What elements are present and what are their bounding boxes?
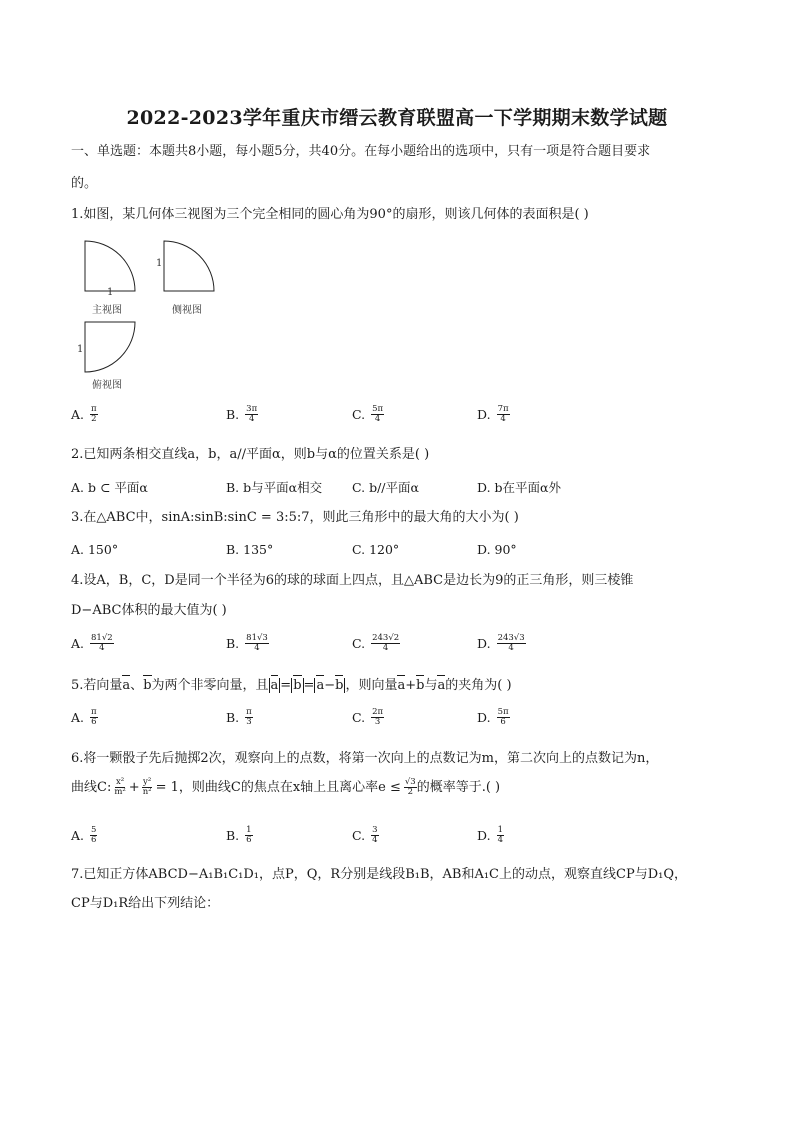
fraction: $\frac{3\pi}{4}$ xyxy=(246,404,258,424)
q2-option-d[interactable]: D. b在平面α外 xyxy=(477,480,561,495)
vector-a: a xyxy=(122,678,131,693)
fraction: $\frac{\pi}{6}$ xyxy=(91,707,97,727)
abs-a-minus-b: a−b xyxy=(316,678,344,693)
question-3-text: 3.在△ABC中，sinA:sinB:sinC = 3:5:7，则此三角形中的最大角的大小为( ) xyxy=(71,510,519,525)
q2-option-c[interactable]: C. b//平面α xyxy=(352,480,419,495)
fraction: $\frac{243√2}{4}$ xyxy=(372,633,400,653)
question-6-text-line1: 6.将一颗骰子先后抛掷2次，观察向上的点数，将第一次向上的点数记为m，第二次向上的点数记为n， xyxy=(71,751,659,766)
fraction: $\frac{\pi}{2}$ xyxy=(91,404,97,424)
q5-option-a[interactable]: A. $\frac{\pi}{6}$ xyxy=(71,707,97,727)
fraction: $\frac{2\pi}{3}$ xyxy=(372,707,384,727)
fraction-y: $\frac{\text{y²}}{\text{n²}}$ xyxy=(142,777,152,797)
q3-option-d[interactable]: D. 90° xyxy=(477,542,517,557)
question-2-text: 2.已知两条相交直线a，b，a//平面α，则b与α的位置关系是( ) xyxy=(71,447,430,462)
q2-option-a[interactable]: A. b ⊂ 平面α xyxy=(71,480,148,495)
q4-option-d[interactable]: D. $\frac{243√3}{4}$ xyxy=(477,633,525,653)
top-view-sector xyxy=(84,321,138,373)
q3-option-b[interactable]: B. 135° xyxy=(226,542,274,557)
question-4-text-line1: 4.设A，B，C，D是同一个半径为6的球的球面上四点，且△ABC是边长为9的正三角形，则三棱锥 xyxy=(71,573,634,588)
q4-option-c[interactable]: C. $\frac{243√2}{4}$ xyxy=(352,633,400,653)
q6-option-a[interactable]: A. $\frac{5}{6}$ xyxy=(71,825,97,845)
fraction: $\frac{5\pi}{6}$ xyxy=(497,707,509,727)
side-view-dimension: 1 xyxy=(156,258,163,269)
top-view-dimension: 1 xyxy=(77,344,84,355)
side-view-label: 侧视图 xyxy=(172,305,202,316)
fraction: $\frac{\pi}{3}$ xyxy=(246,707,252,727)
q4-option-b[interactable]: B. $\frac{81√3}{4}$ xyxy=(226,633,268,653)
question-1-text: 1.如图，某几何体三视图为三个完全相同的圆心角为90°的扇形，则该几何体的表面积是( ) xyxy=(71,207,589,222)
q5-option-b[interactable]: B. $\frac{\pi}{3}$ xyxy=(226,707,252,727)
fraction: $\frac{1}{6}$ xyxy=(246,825,252,845)
q1-option-c[interactable]: C. $\frac{5\pi}{4}$ xyxy=(352,404,384,424)
q5-option-d[interactable]: D. $\frac{5\pi}{6}$ xyxy=(477,707,509,727)
abs-a: a xyxy=(270,678,279,693)
q1-option-d[interactable]: D. $\frac{7\pi}{4}$ xyxy=(477,404,509,424)
section-heading-line1: 一、单选题：本题共8小题，每小题5分，共40分。在每小题给出的选项中，只有一项是符合题目要求 xyxy=(71,144,651,159)
q6-option-c[interactable]: C. $\frac{3}{4}$ xyxy=(352,825,378,845)
question-5-text: 5.若向量a、b为两个非零向量，且 a = b = a−b ，则向量a+b与a的夹角为( ) xyxy=(71,678,512,693)
front-view-sector xyxy=(84,240,138,292)
fraction: $\frac{1}{4}$ xyxy=(497,825,503,845)
front-view-label: 主视图 xyxy=(92,305,122,316)
fraction: $\frac{81√2}{4}$ xyxy=(91,633,113,653)
fraction: $\frac{7\pi}{4}$ xyxy=(497,404,509,424)
front-view-dimension: 1 xyxy=(107,287,114,298)
q1-option-a[interactable]: A. $\frac{\pi}{2}$ xyxy=(71,404,97,424)
vector-b: b xyxy=(143,678,152,693)
q3-option-c[interactable]: C. 120° xyxy=(352,542,400,557)
fraction: $\frac{5\pi}{4}$ xyxy=(372,404,384,424)
question-4-text-line2: D−ABC体积的最大值为( ) xyxy=(71,603,227,618)
question-7-text-line1: 7.已知正方体ABCD−A₁B₁C₁D₁，点P，Q，R分别是线段B₁B，AB和A₁C上的动点，观察直线CP与D₁Q， xyxy=(71,867,687,882)
q6-option-d[interactable]: D. $\frac{1}{4}$ xyxy=(477,825,503,845)
q3-option-a[interactable]: A. 150° xyxy=(71,542,119,557)
q5-option-c[interactable]: C. $\frac{2\pi}{3}$ xyxy=(352,707,384,727)
section-heading-line2: 的。 xyxy=(71,176,98,191)
question-6-text-line2: 曲线C: $\frac{\text{x²}}{\text{m²}}$ + $\frac{\text{y²}}{\text{n²}}$ = 1，则曲线C的焦点在x轴上且离心率e ≤ $\frac{√3}{2}$ 的概率等于.( ) xyxy=(71,777,501,797)
abs-b: b xyxy=(293,678,302,693)
q6-option-b[interactable]: B. $\frac{1}{6}$ xyxy=(226,825,252,845)
q1-option-b[interactable]: B. $\frac{3\pi}{4}$ xyxy=(226,404,258,424)
page-title: 2022-2023学年重庆市缙云教育联盟高一下学期期末数学试题 xyxy=(126,107,668,129)
fraction: $\frac{5}{6}$ xyxy=(91,825,97,845)
fraction-e: $\frac{√3}{2}$ xyxy=(404,777,416,797)
side-view-sector xyxy=(163,240,217,292)
top-view-label: 俯视图 xyxy=(92,380,122,391)
q4-option-a[interactable]: A. $\frac{81√2}{4}$ xyxy=(71,633,113,653)
question-7-text-line2: CP与D₁R给出下列结论： xyxy=(71,896,220,911)
fraction: $\frac{243√3}{4}$ xyxy=(497,633,525,653)
fraction: $\frac{3}{4}$ xyxy=(372,825,378,845)
q2-option-b[interactable]: B. b与平面α相交 xyxy=(226,480,323,495)
fraction: $\frac{81√3}{4}$ xyxy=(246,633,268,653)
fraction-x: $\frac{\text{x²}}{\text{m²}}$ xyxy=(114,777,126,797)
